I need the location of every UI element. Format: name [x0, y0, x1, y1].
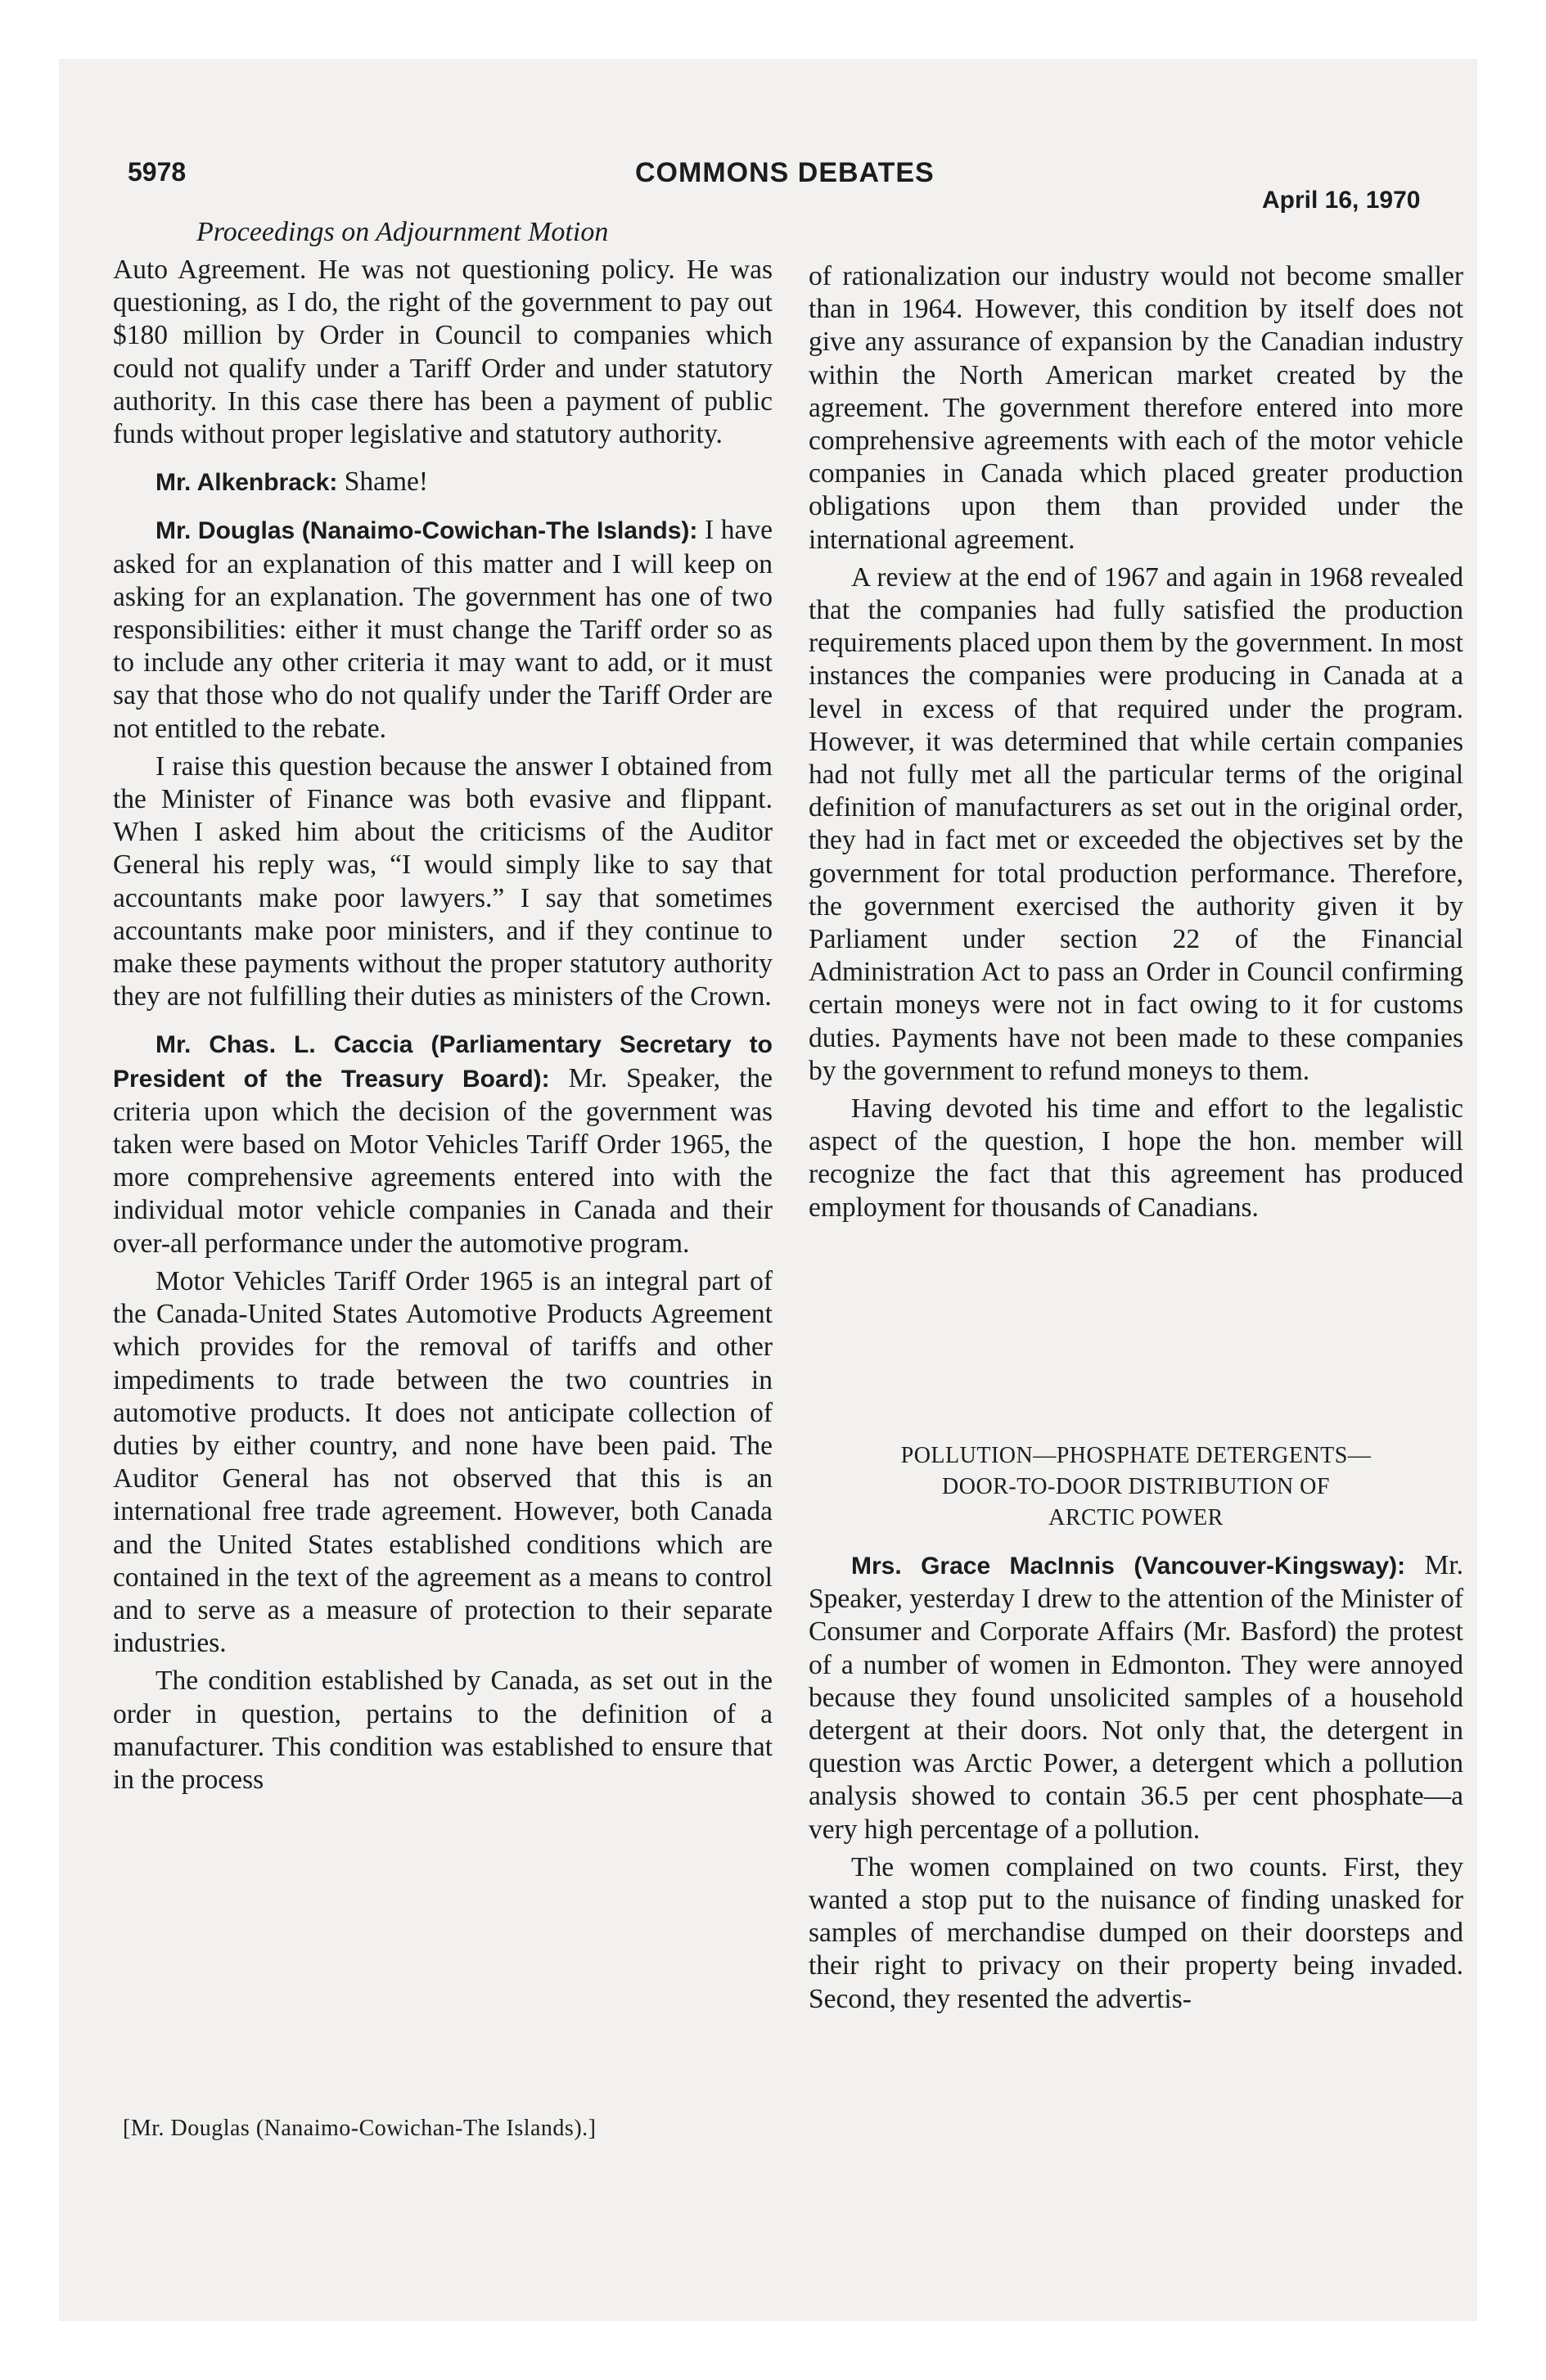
paragraph [113, 514, 773, 745]
speech-text: Shame! [337, 467, 429, 498]
paragraph [113, 1028, 773, 1260]
speaker-name: Mrs. Grace MacInnis (Vancouver-Kingsway): [851, 1553, 1406, 1580]
heading-line: POLLUTION—PHOSPHATE DETERGENTS— [900, 1443, 1372, 1468]
speaker-name: Mr. Chas. L. Caccia (Parliamentary Secretary to President of the Treasury Board): [113, 1031, 773, 1093]
paragraph: Motor Vehicles Tariff Order 1965 is an integral part of the Canada-United States Automotive Products Agreement which provides for the removal of tariffs and other impediments to trade between the two countries in automotive products. It does not anticipate collection of duties by either country, and none have been paid. The Auditor General has not observed that this is an international free trade agreement. However, both Canada and the United States established conditions which are contained in the text of the agreement as a means to control and to serve as a measure of protection to their separate industries. [113, 1265, 773, 1659]
speech-text: Mr. Speaker, yesterday I drew to the attention of the Minister of Consumer and Corporate Affairs (Mr. Basford) the protest of a number of women in Edmonton. They were annoyed because they found unsolicited samples of a household detergent at their doors. Not only that, the detergent in question was Arctic Power, a detergent which a pollution analysis showed to contain 36.5 per cent phosphate—a very high percentage of a pollution. [809, 1550, 1463, 1845]
speaker-name: Mr. Douglas (Nanaimo-Cowichan-The Islands): [156, 517, 698, 545]
paragraph: A review at the end of 1967 and again in 1968 revealed that the companies had fully satisfied the production requirements placed upon them by the government. In most instances the companies were producing in Canada at a level in excess of that required under the program. However, it was determined that while certain companies had not fully met all the particular terms of the original definition of manufacturers as set out in the original order, they had in fact met or exceeded the objectives set by the government for total production performance. Therefore, the government exercised the authority given it by Parliament under section 22 of the Financial Administration Act to pass an Order in Council confirming certain moneys were not in fact owing to it for customs duties. Payments have not been made to these companies by the government to refund moneys to them. [809, 561, 1463, 1086]
paragraph [809, 1549, 1463, 1846]
heading-line: DOOR-TO-DOOR DISTRIBUTION OF [942, 1474, 1330, 1499]
page-title: COMMONS DEBATES [635, 157, 935, 188]
page-date: April 16, 1970 [1262, 187, 1421, 214]
speech-text: Mr. Speaker, the criteria upon which the decision of the government was taken were based on Motor Vehicles Tariff Order 1965, the more comprehensive agreements entered into with the individual motor vehicle companies in Canada and their over-all performance under the automotive program. [113, 1062, 773, 1259]
right-column [809, 260, 1463, 1229]
section-heading [809, 1440, 1463, 1534]
section-subheading: Proceedings on Adjournment Motion [196, 217, 609, 247]
paragraph: Auto Agreement. He was not questioning policy. He was questioning, as I do, the right of the government to pay out $180 million by Order in Council to companies which could not qualify under a Tariff Order and under statutory authority. In this case there has been a payment of public funds without proper legislative and statutory authority. [113, 255, 773, 450]
speaker-name: Mr. Alkenbrack: [156, 469, 338, 497]
paragraph: Having devoted his time and effort to the legalistic aspect of the question, I hope the hon. member will recognize the fact that this agreement has produced employment for thousands of Canadians. [809, 1093, 1463, 1223]
left-column [113, 254, 773, 1801]
paragraph: The women complained on two counts. First, they wanted a stop put to the nuisance of finding unasked for samples of merchandise dumped on their doorsteps and their right to privacy on their property being invaded. Second, they resented the advertis- [809, 1851, 1463, 2014]
paragraph: I raise this question because the answer I obtained from the Minister of Finance was both evasive and flippant. When I asked him about the criticisms of the Auditor General his reply was, “I would simply like to say that accountants make poor lawyers.” I say that sometimes accountants make poor ministers, and if they continue to make these payments without the proper statutory authority they are not fulfilling their duties as ministers of the Crown. [113, 751, 773, 1012]
paragraph: The condition established by Canada, as set out in the order in question, pertains to the definition of a manufacturer. This condition was established to ensure that in the process [113, 1666, 773, 1795]
speaker-footer: [Mr. Douglas (Nanaimo-Cowichan-The Islands).] [123, 2116, 597, 2141]
speech-text: I have asked for an explanation of this matter and I will keep on asking for an explanation. The government has one of two responsibilities: either it must change the Tariff order so as to include any other criteria it may want to add, or it must say that those who do not qualify under the Tariff Order are not entitled to the rebate. [113, 515, 773, 744]
heading-line: ARCTIC POWER [1048, 1505, 1224, 1530]
paragraph: of rationalization our industry would not become smaller than in 1964. However, this condition by itself does not give any assurance of expansion by the Canadian industry within the North American market created by the agreement. The government therefore entered into more comprehensive agreements with each of the motor vehicle companies in Canada which placed greater production obligations upon them than provided under the international agreement. [809, 261, 1463, 555]
paragraph [113, 466, 773, 499]
page-number: 5978 [128, 157, 187, 187]
right-column-lower [809, 1549, 1463, 2021]
